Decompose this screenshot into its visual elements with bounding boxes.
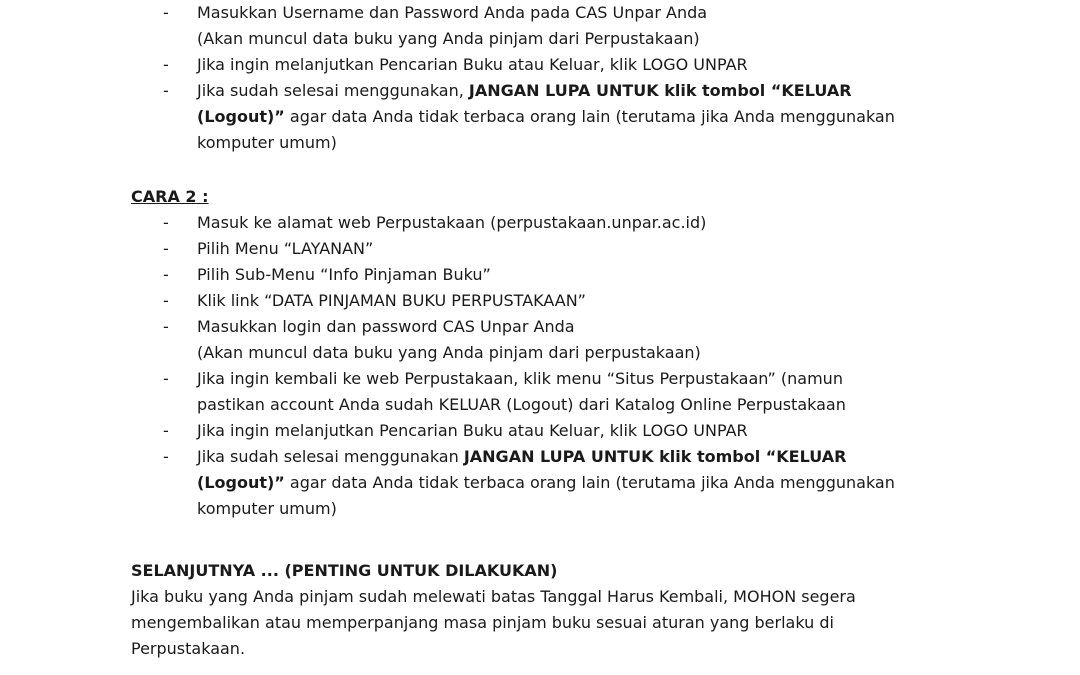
- item-text: Pilih Sub-Menu “Info Pinjaman Buku”: [197, 265, 491, 284]
- bullet-dash: -: [163, 369, 169, 388]
- item-text: Klik link “DATA PINJAMAN BUKU PERPUSTAKAAN”: [197, 291, 586, 310]
- item-text: komputer umum): [197, 499, 337, 518]
- list-item: [0, 52, 895, 78]
- item-text: Masukkan Username dan Password Anda pada CAS Unpar Anda: [197, 3, 708, 22]
- item-text: Jika sudah selesai menggunakan: [197, 447, 464, 466]
- bullet-dash: -: [163, 213, 169, 232]
- item-text: Jika ingin kembali ke web Perpustakaan, klik menu “Situs Perpustakaan” (namun: [197, 369, 843, 388]
- selanjutnya-heading: SELANJUTNYA ... (PENTING UNTUK DILAKUKAN): [131, 561, 558, 580]
- list-item: [0, 288, 895, 314]
- bullet-dash: -: [163, 447, 169, 466]
- item-text: Pilih Menu “LAYANAN”: [197, 239, 374, 258]
- bullet-dash: -: [163, 317, 169, 336]
- logout-warning-bold: JANGAN LUPA UNTUK klik tombol “KELUAR: [463, 447, 847, 466]
- item-text: Jika ingin melanjutkan Pencarian Buku atau Keluar, klik LOGO UNPAR: [197, 55, 748, 74]
- paragraph-line: Jika buku yang Anda pinjam sudah melewati batas Tanggal Harus Kembali, MOHON segera: [131, 587, 856, 606]
- cara1-steps-list: [0, 0, 895, 156]
- logout-warning-bold: (Logout)”: [197, 107, 285, 126]
- item-text: (Akan muncul data buku yang Anda pinjam dari perpustakaan): [197, 343, 701, 362]
- item-text: pastikan account Anda sudah KELUAR (Logout) dari Katalog Online Perpustakaan: [197, 395, 846, 414]
- list-item: [0, 444, 895, 522]
- selanjutnya-paragraph: [131, 584, 951, 662]
- bullet-dash: -: [163, 291, 169, 310]
- logout-warning-bold: (Logout)”: [197, 473, 285, 492]
- cara2-heading: CARA 2 :: [131, 187, 209, 206]
- list-item: [0, 210, 895, 236]
- item-text-line: [197, 444, 895, 470]
- item-text: (Akan muncul data buku yang Anda pinjam dari Perpustakaan): [197, 29, 700, 48]
- bullet-dash: -: [163, 3, 169, 22]
- list-item: [0, 0, 895, 52]
- item-text: Jika sudah selesai menggunakan,: [197, 81, 469, 100]
- item-text: Masuk ke alamat web Perpustakaan (perpustakaan.unpar.ac.id): [197, 213, 707, 232]
- item-text: agar data Anda tidak terbaca orang lain (terutama jika Anda menggunakan: [284, 473, 895, 492]
- bullet-dash: -: [163, 239, 169, 258]
- bullet-dash: -: [163, 265, 169, 284]
- list-item: [0, 418, 895, 444]
- item-text-line: [197, 104, 895, 130]
- list-item: [0, 78, 895, 156]
- item-text: komputer umum): [197, 133, 337, 152]
- list-item: [0, 262, 895, 288]
- cara2-steps-list: [0, 210, 895, 522]
- item-text-line: [197, 78, 895, 104]
- paragraph-line: mengembalikan atau memperpanjang masa pinjam buku sesuai aturan yang berlaku di: [131, 613, 834, 632]
- item-text: Jika ingin melanjutkan Pencarian Buku atau Keluar, klik LOGO UNPAR: [197, 421, 748, 440]
- bullet-dash: -: [163, 421, 169, 440]
- bullet-dash: -: [163, 81, 169, 100]
- list-item: [0, 366, 895, 418]
- logout-warning-bold: JANGAN LUPA UNTUK klik tombol “KELUAR: [468, 81, 852, 100]
- item-text: agar data Anda tidak terbaca orang lain (terutama jika Anda menggunakan: [284, 107, 895, 126]
- bullet-dash: -: [163, 55, 169, 74]
- list-item: [0, 314, 895, 366]
- item-text: Masukkan login dan password CAS Unpar Anda: [197, 317, 575, 336]
- paragraph-line: Perpustakaan.: [131, 639, 246, 658]
- list-item: [0, 236, 895, 262]
- item-text-line: [197, 470, 895, 496]
